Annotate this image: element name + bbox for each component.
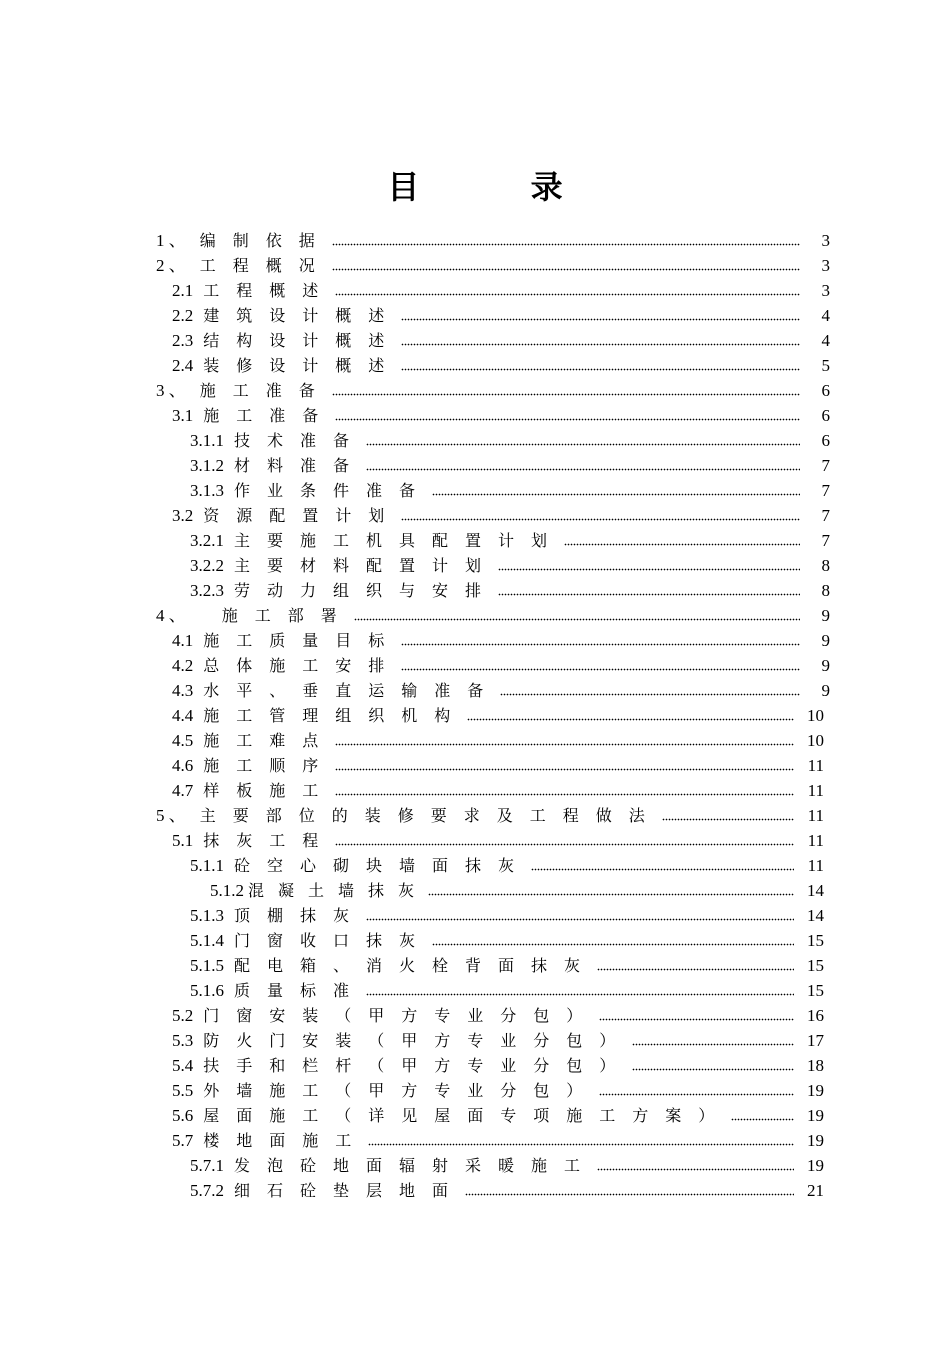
toc-entry-page-number: 19 <box>807 1131 824 1150</box>
toc-entry[interactable] <box>172 303 830 328</box>
toc-entry-page-number: 16 <box>807 1006 824 1025</box>
toc-entry[interactable] <box>190 853 824 878</box>
toc-entry-title: 配电箱、消火栓背面抹灰 <box>234 956 598 975</box>
dot-leader <box>401 508 800 522</box>
toc-entry-number: 3.1.3 <box>190 481 224 500</box>
toc-entry-title: 施工管理组织机构 <box>203 706 468 725</box>
dot-leader <box>335 758 794 772</box>
toc-entry[interactable] <box>172 1103 824 1128</box>
toc-entry-number: 5.1.2 <box>210 881 244 900</box>
toc-entry-page-number: 11 <box>807 756 824 775</box>
toc-entry[interactable] <box>156 803 824 828</box>
toc-entry-number: 5.1 <box>172 831 194 850</box>
toc-entry-number: 3.1.1 <box>190 431 224 450</box>
dot-leader <box>599 1008 794 1022</box>
toc-entry-number: 5.1.6 <box>190 981 224 1000</box>
toc-entry-number: 4.6 <box>172 756 194 775</box>
toc-entry-page-number: 5 <box>821 356 830 375</box>
toc-entry[interactable] <box>156 378 830 403</box>
toc-entry-number: 5.1.5 <box>190 956 224 975</box>
dot-leader <box>498 583 800 597</box>
toc-entry-title: 建筑设计概述 <box>203 306 402 325</box>
dot-leader <box>465 1183 794 1197</box>
dot-leader <box>500 683 800 697</box>
toc-entry-page-number: 6 <box>821 406 830 425</box>
toc-entry-number: 4.7 <box>172 781 194 800</box>
toc-entry-title: 工程概况 <box>199 256 332 275</box>
dot-leader <box>662 808 794 822</box>
toc-entry[interactable] <box>172 278 830 303</box>
toc-entry-title: 施工顺序 <box>203 756 336 775</box>
toc-entry-number: 2 、 <box>156 256 186 275</box>
dot-leader <box>401 633 800 647</box>
dot-leader <box>564 533 800 547</box>
toc-entry-page-number: 6 <box>821 381 830 400</box>
dot-leader <box>332 258 800 272</box>
toc-entry[interactable] <box>172 328 830 353</box>
toc-entry-title: 作业条件准备 <box>234 481 433 500</box>
page-title: 目 录 <box>387 168 613 206</box>
dot-leader <box>401 333 800 347</box>
toc-entry-number: 3.1.2 <box>190 456 224 475</box>
dot-leader <box>597 958 794 972</box>
toc-entry-title: 主要材料配置计划 <box>234 556 499 575</box>
toc-entry-title: 防火门安装（甲方专业分包） <box>203 1031 633 1050</box>
toc-entry-number: 5.6 <box>172 1106 194 1125</box>
toc-entry-number: 5.1.1 <box>190 856 224 875</box>
toc-entry-page-number: 6 <box>821 431 830 450</box>
toc-entry-page-number: 3 <box>821 231 830 250</box>
dot-leader <box>599 1083 794 1097</box>
dot-leader <box>366 908 794 922</box>
toc-entry-title: 外墙施工（甲方专业分包） <box>203 1081 600 1100</box>
dot-leader <box>354 608 800 622</box>
toc-entry[interactable] <box>172 1003 824 1028</box>
toc-entry[interactable] <box>172 653 830 678</box>
toc-entry-title: 楼地面施工 <box>203 1131 369 1150</box>
toc-entry-page-number: 15 <box>807 931 824 950</box>
toc-entry[interactable] <box>190 553 830 578</box>
toc-entry[interactable] <box>156 228 830 253</box>
toc-entry[interactable] <box>190 528 830 553</box>
toc-entry-title: 混凝土墙抹灰 <box>248 881 429 900</box>
dot-leader <box>498 558 800 572</box>
toc-entry-page-number: 17 <box>807 1031 824 1050</box>
toc-entry[interactable] <box>172 503 830 528</box>
toc-entry[interactable] <box>172 403 830 428</box>
toc-entry-number: 3.2.1 <box>190 531 224 550</box>
toc-entry-number: 4.4 <box>172 706 194 725</box>
toc-entry-number: 4.2 <box>172 656 194 675</box>
toc-entry[interactable] <box>172 1053 824 1078</box>
toc-entry-page-number: 3 <box>821 281 830 300</box>
dot-leader <box>531 858 794 872</box>
toc-entry-number: 5.4 <box>172 1056 194 1075</box>
toc-entry-page-number: 15 <box>807 956 824 975</box>
dot-leader <box>632 1058 794 1072</box>
toc-entry-title: 砼空心砌块墙面抹灰 <box>234 856 532 875</box>
toc-entry-title: 总体施工安排 <box>203 656 402 675</box>
toc-entry[interactable] <box>172 703 824 728</box>
toc-entry-number: 3 、 <box>156 381 186 400</box>
dot-leader <box>335 408 800 422</box>
toc-entry-title: 门窗安装（甲方专业分包） <box>203 1006 600 1025</box>
toc-entry-title: 施工质量目标 <box>203 631 402 650</box>
toc-entry-page-number: 21 <box>807 1181 824 1200</box>
toc-entry-title: 结构设计概述 <box>203 331 402 350</box>
toc-entry-title: 抹灰工程 <box>203 831 336 850</box>
toc-entry-title: 施工部署 <box>221 606 354 625</box>
toc-entry[interactable] <box>172 728 824 753</box>
toc-entry[interactable] <box>190 478 830 503</box>
toc-entry-number: 4.1 <box>172 631 194 650</box>
toc-entry-page-number: 19 <box>807 1106 824 1125</box>
dot-leader <box>428 883 794 897</box>
toc-entry-number: 3.2 <box>172 506 194 525</box>
toc-entry-title: 劳动力组织与安排 <box>234 581 499 600</box>
toc-entry-page-number: 4 <box>821 331 830 350</box>
dot-leader <box>368 1133 794 1147</box>
toc-entry-number: 5.7.2 <box>190 1181 224 1200</box>
toc-entry[interactable] <box>172 828 824 853</box>
toc-entry-page-number: 9 <box>821 631 830 650</box>
toc-entry-number: 5.5 <box>172 1081 194 1100</box>
toc-entry-title: 装修设计概述 <box>203 356 402 375</box>
toc-entry-title: 工程概述 <box>203 281 336 300</box>
toc-entry-title: 门窗收口抹灰 <box>234 931 433 950</box>
dot-leader <box>332 233 800 247</box>
toc-entry-page-number: 14 <box>807 881 824 900</box>
toc-entry[interactable] <box>156 253 830 278</box>
toc-entry[interactable] <box>190 428 830 453</box>
toc-entry-page-number: 8 <box>821 581 830 600</box>
toc-entry-page-number: 19 <box>807 1156 824 1175</box>
toc-entry-title: 施工准备 <box>203 406 336 425</box>
dot-leader <box>432 933 794 947</box>
toc-entry-number: 2.4 <box>172 356 194 375</box>
toc-entry-page-number: 11 <box>807 831 824 850</box>
toc-entry-page-number: 11 <box>807 856 824 875</box>
toc-entry-title: 资源配置计划 <box>203 506 402 525</box>
toc-entry-page-number: 3 <box>821 256 830 275</box>
dot-leader <box>401 358 800 372</box>
toc-entry-page-number: 19 <box>807 1081 824 1100</box>
toc-entry-page-number: 14 <box>807 906 824 925</box>
toc-entry-page-number: 4 <box>821 306 830 325</box>
dot-leader <box>632 1033 794 1047</box>
toc-entry-number: 4.3 <box>172 681 194 700</box>
toc-entry[interactable] <box>190 953 824 978</box>
toc-entry-number: 2.2 <box>172 306 194 325</box>
toc-entry-number: 5 、 <box>156 806 186 825</box>
toc-entry[interactable] <box>210 878 824 903</box>
toc-entry[interactable] <box>190 1153 824 1178</box>
toc-entry-page-number: 18 <box>807 1056 824 1075</box>
toc-entry-title: 细石砼垫层地面 <box>234 1181 466 1200</box>
toc-entry-page-number: 7 <box>821 506 830 525</box>
toc-entry-title: 样板施工 <box>203 781 336 800</box>
dot-leader <box>401 658 800 672</box>
toc-entry[interactable] <box>190 1178 824 1203</box>
toc-entry[interactable] <box>190 578 830 603</box>
toc-entry-page-number: 15 <box>807 981 824 1000</box>
toc-entry-page-number: 10 <box>807 706 824 725</box>
toc-entry[interactable] <box>190 978 824 1003</box>
toc-entry-title: 屋面施工（详见屋面专项施工方案） <box>203 1106 732 1125</box>
toc-entry-number: 3.2.3 <box>190 581 224 600</box>
toc-entry[interactable] <box>172 778 824 803</box>
toc-entry-number: 3.1 <box>172 406 194 425</box>
toc-entry-page-number: 8 <box>821 556 830 575</box>
toc-entry[interactable] <box>190 453 830 478</box>
toc-entry-title: 施工准备 <box>199 381 332 400</box>
toc-entry-title: 编制依据 <box>199 231 332 250</box>
toc-entry-number: 3.2.2 <box>190 556 224 575</box>
toc-entry[interactable] <box>172 1078 824 1103</box>
toc-entry[interactable] <box>190 903 824 928</box>
dot-leader <box>335 833 794 847</box>
toc-entry[interactable] <box>172 678 830 703</box>
dot-leader <box>731 1108 794 1122</box>
dot-leader <box>335 733 794 747</box>
dot-leader <box>366 433 800 447</box>
toc-entry[interactable] <box>156 603 830 628</box>
toc-entry-page-number: 7 <box>821 531 830 550</box>
toc-entry-title: 顶棚抹灰 <box>234 906 367 925</box>
toc-entry-number: 1 、 <box>156 231 186 250</box>
toc-entry-page-number: 7 <box>821 481 830 500</box>
toc-entry-page-number: 11 <box>807 781 824 800</box>
toc-entry[interactable] <box>172 1128 824 1153</box>
dot-leader <box>335 783 794 797</box>
toc-entry-page-number: 11 <box>807 806 824 825</box>
toc-entry-number: 4 、 <box>156 606 186 625</box>
toc-entry-title: 扶手和栏杆（甲方专业分包） <box>203 1056 633 1075</box>
dot-leader <box>597 1158 794 1172</box>
toc-entry-page-number: 9 <box>821 681 830 700</box>
dot-leader <box>366 983 794 997</box>
toc-entry-title: 技术准备 <box>234 431 367 450</box>
toc-entry-page-number: 7 <box>821 456 830 475</box>
toc-entry-number: 2.1 <box>172 281 194 300</box>
toc-entry-title: 水平、垂直运输准备 <box>203 681 501 700</box>
toc-entry-number: 5.2 <box>172 1006 194 1025</box>
toc-entry-number: 2.3 <box>172 331 194 350</box>
dot-leader <box>467 708 794 722</box>
toc-entry-page-number: 9 <box>821 606 830 625</box>
toc-entry-title: 发泡砼地面辐射采暖施工 <box>234 1156 598 1175</box>
toc-entry-number: 5.1.4 <box>190 931 224 950</box>
dot-leader <box>401 308 800 322</box>
toc-entry-title: 施工难点 <box>203 731 336 750</box>
toc-entry-title: 主要施工机具配置计划 <box>234 531 565 550</box>
toc-entry-page-number: 9 <box>821 656 830 675</box>
dot-leader <box>335 283 800 297</box>
toc-entry[interactable] <box>172 628 830 653</box>
toc-entry-page-number: 10 <box>807 731 824 750</box>
toc-entry-title: 质量标准 <box>234 981 367 1000</box>
toc-entry-title: 材料准备 <box>234 456 367 475</box>
toc-entry-title: 主要部位的装修要求及工程做法 <box>199 806 662 825</box>
toc-entry-number: 5.7 <box>172 1131 194 1150</box>
toc-entry[interactable] <box>172 1028 824 1053</box>
toc-entry[interactable] <box>172 753 824 778</box>
toc-entry-number: 4.5 <box>172 731 194 750</box>
toc-entry[interactable] <box>190 928 824 953</box>
dot-leader <box>432 483 800 497</box>
toc-entry-number: 5.7.1 <box>190 1156 224 1175</box>
dot-leader <box>366 458 800 472</box>
toc-entry-number: 5.1.3 <box>190 906 224 925</box>
toc-entry-number: 5.3 <box>172 1031 194 1050</box>
toc-entry[interactable] <box>172 353 830 378</box>
dot-leader <box>332 383 800 397</box>
